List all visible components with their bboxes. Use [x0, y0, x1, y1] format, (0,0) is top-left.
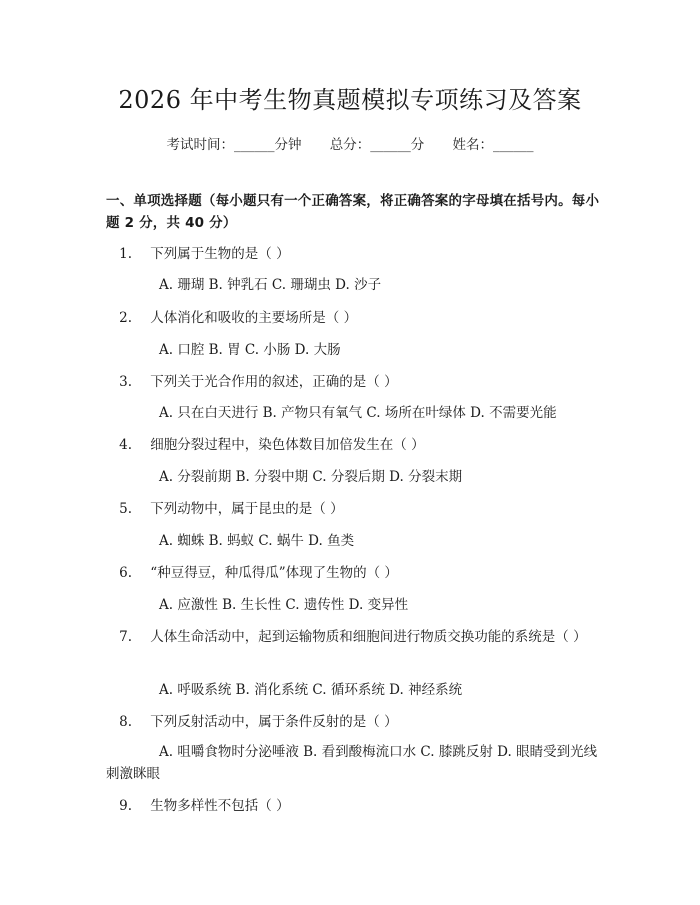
- question-text: 下列动物中，属于昆虫的是（ ）: [150, 501, 344, 517]
- options-text: A. 珊瑚 B. 钟乳石 C. 珊瑚虫 D. 沙子: [159, 277, 382, 293]
- question-number: 7.: [119, 629, 132, 645]
- student-name: 姓名：______: [452, 137, 534, 153]
- question-options: [106, 530, 606, 552]
- question-number: 2.: [119, 310, 132, 326]
- question-options: [106, 339, 606, 361]
- options-text: A. 应激性 B. 生长性 C. 遗传性 D. 变异性: [159, 597, 409, 613]
- options-text: A. 蜘蛛 B. 蚂蚁 C. 蜗牛 D. 鱼类: [159, 533, 355, 549]
- question-options: [106, 402, 606, 424]
- question-options: [106, 679, 606, 701]
- question-options: [106, 741, 600, 785]
- section-heading: 一、单项选择题（每小题只有一个正确答案，将正确答案的字母填在括号内。每小题 2 分，共 40 分）: [106, 193, 600, 231]
- options-text: A. 分裂前期 B. 分裂中期 C. 分裂后期 D. 分裂末期: [159, 469, 463, 485]
- question-stem: [106, 307, 606, 329]
- options-text: A. 只在白天进行 B. 产物只有氧气 C. 场所在叶绿体 D. 不需要光能: [159, 405, 557, 421]
- question-stem: [106, 371, 606, 393]
- question-options: [106, 274, 606, 296]
- question-options: [106, 466, 606, 488]
- question-number: 4.: [119, 437, 132, 453]
- question-text: 人体消化和吸收的主要场所是（ ）: [150, 310, 358, 326]
- question-stem: [106, 434, 606, 456]
- question-text: 下列关于光合作用的叙述，正确的是（ ）: [150, 374, 398, 390]
- question-options: [106, 594, 606, 616]
- question-text: 人体生命活动中，起到运输物质和细胞间进行物质交换功能的系统是（ ）: [150, 629, 587, 645]
- question-text: “种豆得豆，种瓜得瓜”体现了生物的（ ）: [150, 565, 398, 581]
- options-text: A. 咀嚼食物时分泌唾液 B. 看到酸梅流口水 C. 膝跳反射 D. 眼睛受到光线刺激眯眼: [106, 744, 598, 782]
- options-text: A. 口腔 B. 胃 C. 小肠 D. 大肠: [159, 342, 341, 358]
- question-number: 9.: [119, 798, 132, 814]
- question-stem: [106, 795, 606, 817]
- exam-score: 总分：______分: [329, 137, 425, 153]
- question-text: 下列属于生物的是（ ）: [150, 246, 290, 262]
- question-text: 生物多样性不包括（ ）: [150, 798, 290, 814]
- options-text: A. 呼吸系统 B. 消化系统 C. 循环系统 D. 神经系统: [159, 682, 463, 698]
- document-title: 2026 年中考生物真题模拟专项练习及答案: [118, 86, 582, 114]
- question-stem: [106, 626, 600, 648]
- question-number: 8.: [119, 714, 132, 730]
- question-number: 3.: [119, 374, 132, 390]
- exam-meta: [0, 133, 700, 153]
- exam-time: 考试时间：______分钟: [166, 137, 302, 153]
- question-stem: [106, 562, 606, 584]
- question-number: 5.: [119, 501, 132, 517]
- question-stem: [106, 498, 606, 520]
- question-number: 1.: [119, 246, 132, 262]
- question-text: 下列反射活动中，属于条件反射的是（ ）: [150, 714, 398, 730]
- question-text: 细胞分裂过程中，染色体数目加倍发生在（ ）: [150, 437, 425, 453]
- question-number: 6.: [119, 565, 132, 581]
- question-stem: [106, 243, 606, 265]
- question-stem: [106, 711, 606, 733]
